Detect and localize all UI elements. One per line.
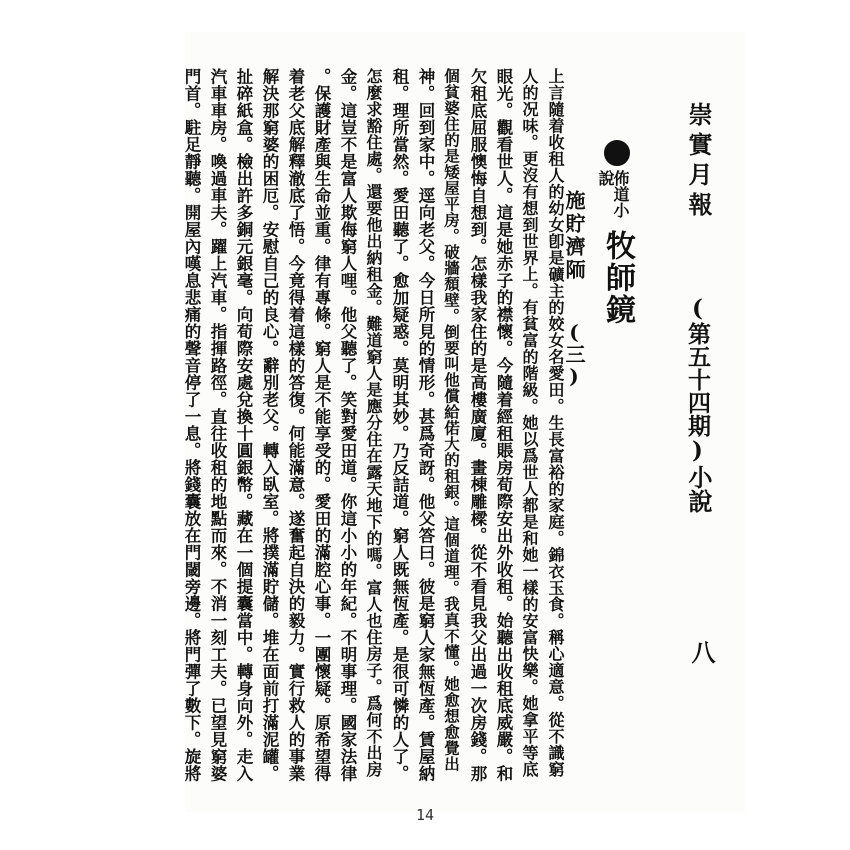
issue-number: (第五十四期)	[684, 295, 711, 464]
column-small-label-text: 佈道小說	[596, 170, 630, 218]
section-label: 小說	[684, 465, 713, 513]
text-column-14: 汽車車房。喚過車夫。躍上汽車。指揮路徑。直往收租的地點而來。不消一刻工夫。已望見窮婆	[208, 68, 227, 782]
journal-title: 崇實月報	[684, 102, 713, 222]
text-column-8: 怎麼求豁住處。還要他出納租金。難道窮人是應分住在露天地下的嗎。富人也住房子。爲何不出房	[364, 68, 383, 778]
page-number: 14	[415, 806, 435, 824]
text-column-7: 租。理所當然。愛田聽了。愈加疑惑。莫明其妙。乃反詰道。窮人既無恆產。是很可憐的人了。	[390, 68, 409, 782]
text-column-10: 。保護財產與生命並重。律有專條。窮人是不能享受的。愛田的滿腔心事。一團懷疑。原希望得	[312, 68, 331, 782]
text-column-4: 欠租底屈服懊悔自想到。怎樣我家住的是高樓廣廈。畫棟雕樑。從不看見我父出過一次房錢。那	[468, 68, 487, 782]
text-column-5: 個貧婆住的是矮屋平房。破牆頹壁。倒要叫他償給偌大的租銀。這個道理。我真不懂。她愈想愈覺出	[442, 68, 461, 772]
text-column-15: 門首。駐足靜聽。開屋內嘆息悲痛的聲音停了一息。將錢囊放在門閾旁邊。將門彈了數下。旋將	[182, 68, 201, 782]
part-number: (三)	[562, 320, 586, 388]
text-column-2: 人的况味。更沒有想到世界上。有貧富的階級。她以爲世人都是和她一樣的安富快樂。她拿平等底	[520, 68, 539, 778]
column-title: 牧師鏡	[600, 230, 635, 326]
bullet-mark-icon	[604, 140, 630, 166]
text-column-9: 金。這豈不是富人欺侮窮人哩。他父聽了。笑對愛田道。你這小小的年紀。不明事理。國家法律	[338, 68, 357, 782]
text-column-1: 上言隨着收租人的幼女卽是礦主的姣女名愛田。生長富裕的家庭。錦衣玉食。稱心適意。從不識窮	[546, 68, 565, 778]
author-name: 施貯濟陑	[562, 190, 586, 282]
text-column-12: 解決那窮婆的困厄。安慰自己的良心。辭別老父。轉入臥室。將撲滿貯儲。堆在面前打滿泥罐。	[260, 68, 279, 782]
text-column-6: 神。回到家中。逕向老父。今日所見的情形。甚爲奇訝。他父答曰。彼是窮人家無恆產。賃屋納	[416, 68, 435, 782]
column-small-label	[598, 170, 628, 230]
text-column-3: 眼光。觀看世人。這是她赤子的襟懷。今隨着經租賬房荀際安出外收租。始聽出收租底威嚴。和	[494, 68, 513, 782]
page-glyph: 八	[687, 640, 716, 664]
text-column-13: 扯碎紙盒。檢出許多銅元銀毫。向荀際安處兌換十圓銀幣。藏在一個提囊當中。轉身向外。走入	[234, 68, 253, 782]
text-column-11: 着老父底解釋澈底了悟。今竟得着這樣的答復。何能滿意。遂奮起自決的毅力。實行救人的事業	[286, 68, 305, 782]
